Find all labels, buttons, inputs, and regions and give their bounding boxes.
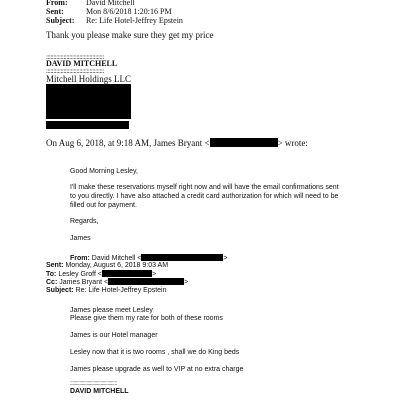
fwd-signature-separator: :::::::::::::::::::::::::::::::::::::::: bbox=[70, 381, 117, 387]
from-label: From: bbox=[46, 0, 68, 7]
fwd-close-bracket: > bbox=[151, 271, 157, 278]
fwd-from-row bbox=[70, 254, 228, 262]
fwd-sent-label: Sent: bbox=[46, 262, 64, 269]
fwd-subject-row bbox=[46, 287, 167, 294]
signature-name: DAVID MITCHELL bbox=[46, 59, 118, 68]
reply-body-text: Thank you please make sure they get my price bbox=[46, 30, 214, 40]
quoted-regards: Regards, bbox=[70, 218, 99, 225]
quoted-intro-before: On Aug 6, 2018, at 9:18 AM, James Bryant < bbox=[46, 138, 210, 148]
fwd-subject-label: Subject: bbox=[46, 287, 74, 294]
email-header bbox=[46, 0, 183, 25]
quoted-greeting: Good Morning Lesley, bbox=[70, 168, 138, 175]
fwd-line4: Lesley now that it is two rooms , shall we do King beds bbox=[70, 349, 240, 356]
redaction-block bbox=[108, 278, 184, 285]
fwd-line2: Please give them my rate for both of these rooms bbox=[70, 315, 223, 322]
fwd-from-value: David Mitchell < bbox=[91, 255, 142, 262]
redaction-block bbox=[141, 254, 223, 261]
header-subject-row bbox=[46, 16, 183, 25]
header-from-row bbox=[46, 0, 183, 7]
quoted-para-line2: to you directly. I have also attached a credit card authorization for which will need to be bbox=[70, 193, 339, 200]
fwd-from-label: From: bbox=[70, 255, 90, 262]
fwd-cc-value: James Bryant < bbox=[59, 279, 109, 286]
quoted-para-line1: I'll make these reservations myself right now and will have the email confirmations sent bbox=[70, 184, 339, 191]
quoted-intro-after: > wrote: bbox=[277, 138, 308, 148]
signature-company: Mitchell Holdings LLC bbox=[46, 74, 131, 84]
fwd-close-bracket: > bbox=[223, 255, 228, 262]
redaction-block bbox=[46, 121, 129, 129]
sent-label: Sent: bbox=[46, 7, 64, 16]
fwd-line5: James please upgrade as well to VIP at no extra charge bbox=[70, 366, 244, 373]
fwd-to-value: Lesley Groff < bbox=[58, 271, 102, 278]
header-sent-row bbox=[46, 7, 183, 16]
quoted-signoff: James bbox=[70, 235, 91, 242]
subject-value: Re: Life Hotel-Jeffrey Epstein bbox=[86, 16, 183, 25]
redaction-block bbox=[102, 270, 152, 277]
redaction-block bbox=[46, 84, 131, 119]
fwd-cc-row bbox=[46, 278, 188, 286]
fwd-close-bracket: > bbox=[184, 279, 189, 286]
fwd-line3: James is our Hotel manager bbox=[70, 332, 158, 339]
from-value: David Mitchell bbox=[86, 0, 135, 7]
quoted-intro bbox=[46, 138, 308, 148]
signature-separator: :::::::::::::::::::::::::::::::::::::::: bbox=[46, 53, 104, 61]
redaction-block bbox=[210, 138, 278, 147]
fwd-sent-value: Monday, August 6, 2018 9:03 AM bbox=[65, 262, 169, 269]
fwd-sent-row bbox=[46, 262, 168, 269]
sent-value: Mon 8/6/2018 1:20:16 PM bbox=[86, 7, 172, 16]
subject-label: Subject: bbox=[46, 16, 75, 25]
fwd-to-label: To: bbox=[46, 271, 57, 278]
fwd-cc-label: Cc: bbox=[46, 279, 58, 286]
signature-separator-2: :::::::::::::::::::::::::::::::::::::::: bbox=[46, 67, 104, 75]
fwd-to-row bbox=[46, 270, 156, 278]
quoted-para-line3: filled out for payment. bbox=[70, 202, 137, 209]
fwd-signature-name: DAVID MITCHELL bbox=[70, 388, 129, 395]
fwd-line1: James please meet Lesley bbox=[70, 307, 153, 314]
fwd-subject-value: Re: Life Hotel-Jeffrey Epstein bbox=[75, 287, 167, 294]
